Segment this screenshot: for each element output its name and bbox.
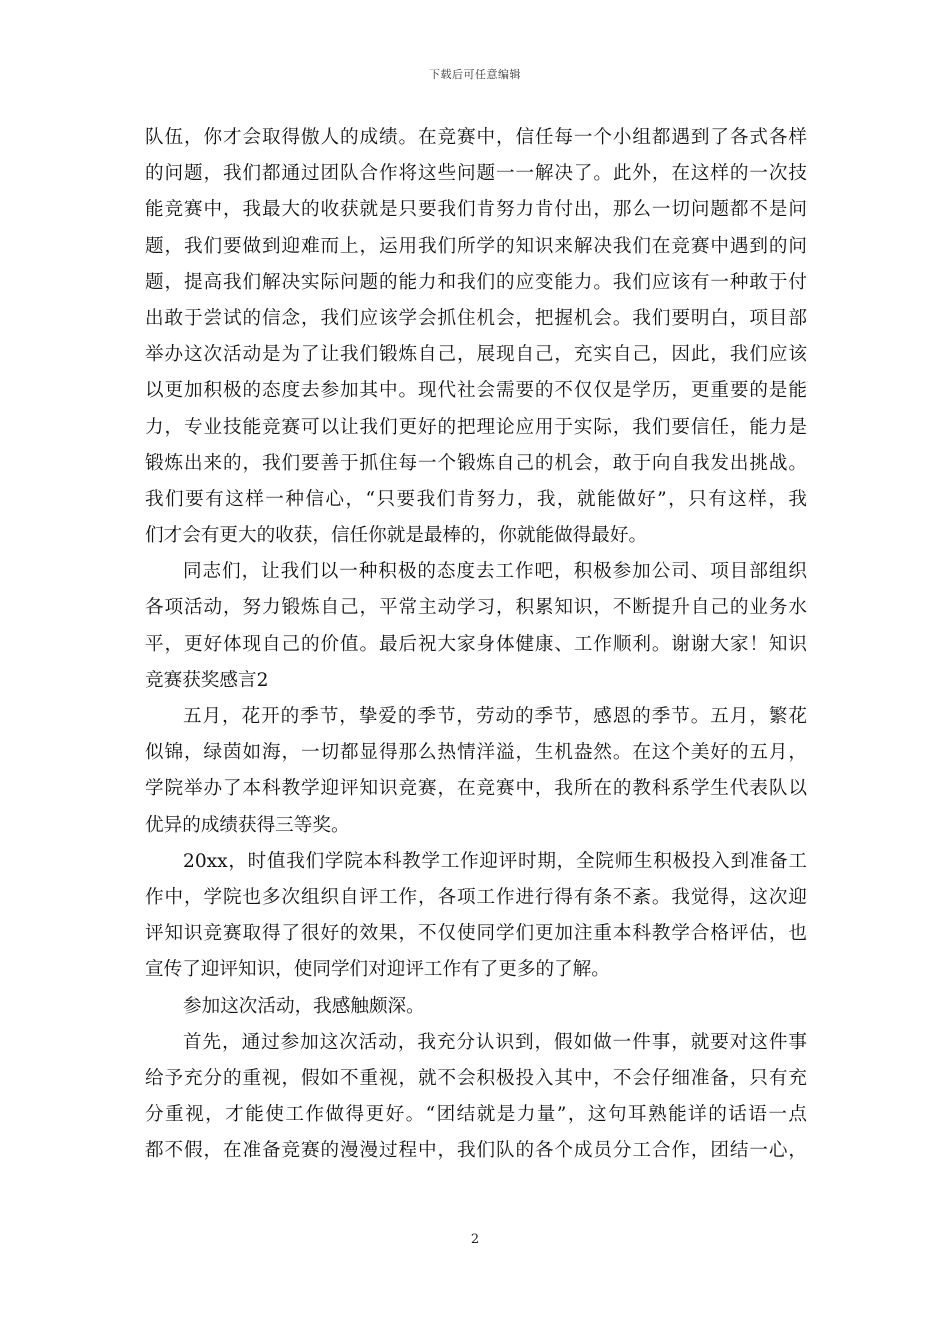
text-line: 力，专业技能竞赛可以让我们更好的把理论应用于实际，我们要信任，能力是	[145, 416, 807, 438]
text-line: 分重视，才能使工作做得更好。“团结就是力量”，这句耳熟能详的话语一点	[145, 1104, 807, 1126]
text-lines	[145, 120, 807, 1169]
page-number: 2	[470, 1232, 480, 1247]
text-line: 平，更好体现自己的价值。最后祝大家身体健康、工作顺利。谢谢大家！知识	[145, 633, 807, 655]
text-line: 我们要有这样一种信心，“只要我们肯努力，我，就能做好”，只有这样，我	[145, 488, 807, 510]
text-line: 队伍，你才会取得傲人的成绩。在竞赛中，信任每一个小组都遇到了各式各样	[145, 127, 807, 148]
text-line: 各项活动，努力锻炼自己，平常主动学习，积累知识，不断提升自己的业务水	[145, 597, 807, 619]
text-line: 宣传了迎评知识，使同学们对迎评工作有了更多的了解。	[145, 959, 610, 981]
text-line: 出敢于尝试的信念，我们应该学会抓住机会，把握机会。我们要明白，项目部	[145, 307, 807, 329]
text-line: 参加这次活动，我感触颇深。	[183, 995, 425, 1017]
page-header: 下载后可任意编辑	[429, 68, 521, 81]
text-line: 给予充分的重视，假如不重视，就不会积极投入其中，不会仔细准备，只有充	[145, 1067, 807, 1089]
text-line: 竞赛获奖感言2	[145, 669, 269, 691]
text-line: 们才会有更大的收获，信任你就是最棒的，你就能做得最好。	[145, 525, 648, 547]
text-line: 作中，学院也多次组织自评工作，各项工作进行得有条不紊。我觉得，这次迎	[145, 886, 807, 908]
text-line: 题，我们要做到迎难而上，运用我们所学的知识来解决我们在竞赛中遇到的问	[145, 235, 807, 257]
text-line: 锻炼出来的，我们要善于抓住每一个锻炼自己的机会，敢于向自我发出挑战。	[145, 452, 807, 474]
text-line: 同志们，让我们以一种积极的态度去工作吧，积极参加公司、项目部组织	[183, 561, 807, 583]
text-line: 首先，通过参加这次活动，我充分认识到，假如做一件事，就要对这件事	[183, 1031, 807, 1053]
text-line: 的问题，我们都通过团队合作将这些问题一一解决了。此外，在这样的一次技	[145, 163, 807, 185]
text-line: 优异的成绩获得三等奖。	[145, 814, 350, 836]
document-body	[145, 120, 807, 1169]
text-line: 题，提高我们解决实际问题的能力和我们的应变能力。我们应该有一种敢于付	[145, 271, 807, 293]
text-line: 都不假，在准备竞赛的漫漫过程中，我们队的各个成员分工合作，团结一心，	[145, 1140, 807, 1162]
text-line: 20xx，时值我们学院本科教学工作迎评时期，全院师生积极投入到准备工	[183, 850, 807, 872]
text-line: 举办这次活动是为了让我们锻炼自己，展现自己，充实自己，因此，我们应该	[145, 344, 807, 366]
text-line: 评知识竞赛取得了很好的效果，不仅使同学们更加注重本科教学合格评估，也	[145, 923, 807, 945]
text-line: 似锦，绿茵如海，一切都显得那么热情洋溢，生机盎然。在这个美好的五月，	[145, 742, 807, 764]
text-line: 以更加积极的态度去参加其中。现代社会需要的不仅仅是学历，更重要的是能	[145, 380, 807, 402]
text-line: 能竞赛中，我最大的收获就是只要我们肯努力肯付出，那么一切问题都不是问	[145, 199, 807, 221]
text-line: 学院举办了本科教学迎评知识竞赛，在竞赛中，我所在的教科系学生代表队以	[145, 778, 807, 800]
text-line: 五月，花开的季节，挚爱的季节，劳动的季节，感恩的季节。五月，繁花	[183, 706, 807, 727]
